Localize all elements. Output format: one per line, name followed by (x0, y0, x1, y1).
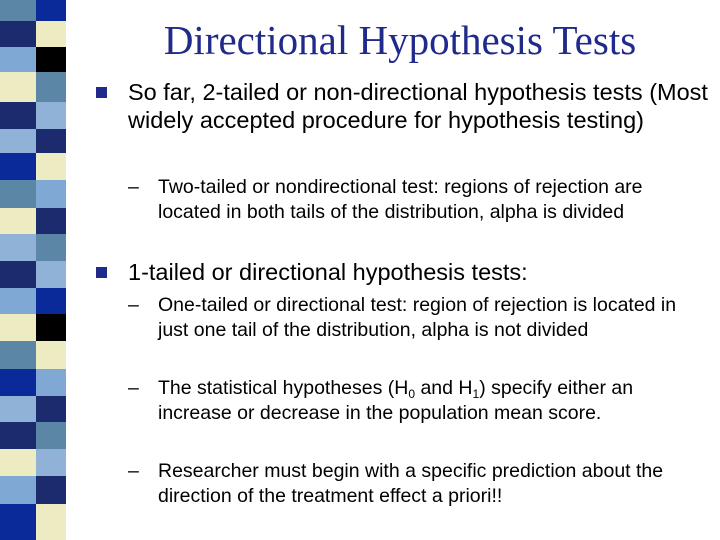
subbullet-two-tailed: Two-tailed or nondirectional test: regions of rejection are located in both tails of the distribution, alpha is divided (158, 176, 643, 223)
stripe-block (0, 47, 36, 72)
stripe-block (0, 261, 36, 288)
stripe-block (36, 72, 66, 102)
stripe-block (0, 504, 36, 540)
stripe-block (0, 314, 36, 341)
stripe-block (36, 314, 66, 341)
stripe-block (36, 396, 66, 422)
dash-marker: – (128, 460, 139, 482)
square-bullet-icon (96, 267, 107, 278)
stripe-block (0, 129, 36, 153)
h0-subscript: 0 (408, 387, 416, 401)
stripe-block (0, 0, 36, 21)
stripe-block (36, 208, 66, 234)
stripe-block (36, 129, 66, 153)
stripe-block (0, 21, 36, 47)
stripe-block (0, 396, 36, 422)
h1-subscript: 1 (472, 387, 480, 401)
stripe-block (36, 341, 66, 369)
stripe-block (0, 153, 36, 180)
stripe-block (36, 0, 66, 21)
stripe-block (36, 504, 66, 540)
stripe-block (0, 341, 36, 369)
hypotheses-text-mid: and H (415, 377, 473, 399)
stripe-block (0, 369, 36, 396)
stripe-block (0, 476, 36, 504)
stripe-block (36, 261, 66, 288)
subbullet-one-tailed: One-tailed or directional test: region of rejection is located in just one tail of the distribution, alpha is not divided (158, 294, 677, 341)
stripe-block (36, 369, 66, 396)
hypotheses-text-start: The statistical hypotheses (H (158, 377, 409, 399)
stripe-block (36, 21, 66, 47)
subbullet-statistical-hypotheses (158, 376, 703, 426)
stripe-block (0, 180, 36, 208)
stripe-block (0, 102, 36, 129)
stripe-block (0, 208, 36, 234)
dash-marker: – (128, 377, 139, 399)
bullet-directional: 1-tailed or directional hypothesis tests: (128, 259, 528, 285)
stripe-block (0, 234, 36, 261)
square-bullet-icon (96, 87, 107, 98)
stripe-block (36, 234, 66, 261)
subbullet-researcher-prediction: Researcher must begin with a specific prediction about the direction of the treatment effect a priori!! (158, 460, 664, 507)
dash-marker: – (128, 176, 139, 198)
hypotheses-text-end: ) specify either an increase or decrease in the population mean score. (158, 377, 634, 424)
stripe-block (36, 288, 66, 314)
stripe-block (36, 102, 66, 129)
bullet-nondirectional: So far, 2-tailed or non-directional hypothesis tests (Most widely accepted procedure for hypothesis testing) (128, 79, 708, 133)
stripe-block (36, 180, 66, 208)
stripe-block (36, 449, 66, 476)
stripe-block (36, 47, 66, 72)
stripe-block (0, 449, 36, 476)
stripe-block (0, 288, 36, 314)
slide-title: Directional Hypothesis Tests (163, 17, 637, 63)
decorative-side-stripe (0, 0, 68, 540)
stripe-block (36, 422, 66, 449)
stripe-block (0, 72, 36, 102)
stripe-block (0, 422, 36, 449)
stripe-block (36, 476, 66, 504)
stripe-block (36, 153, 66, 180)
dash-marker: – (128, 294, 139, 316)
